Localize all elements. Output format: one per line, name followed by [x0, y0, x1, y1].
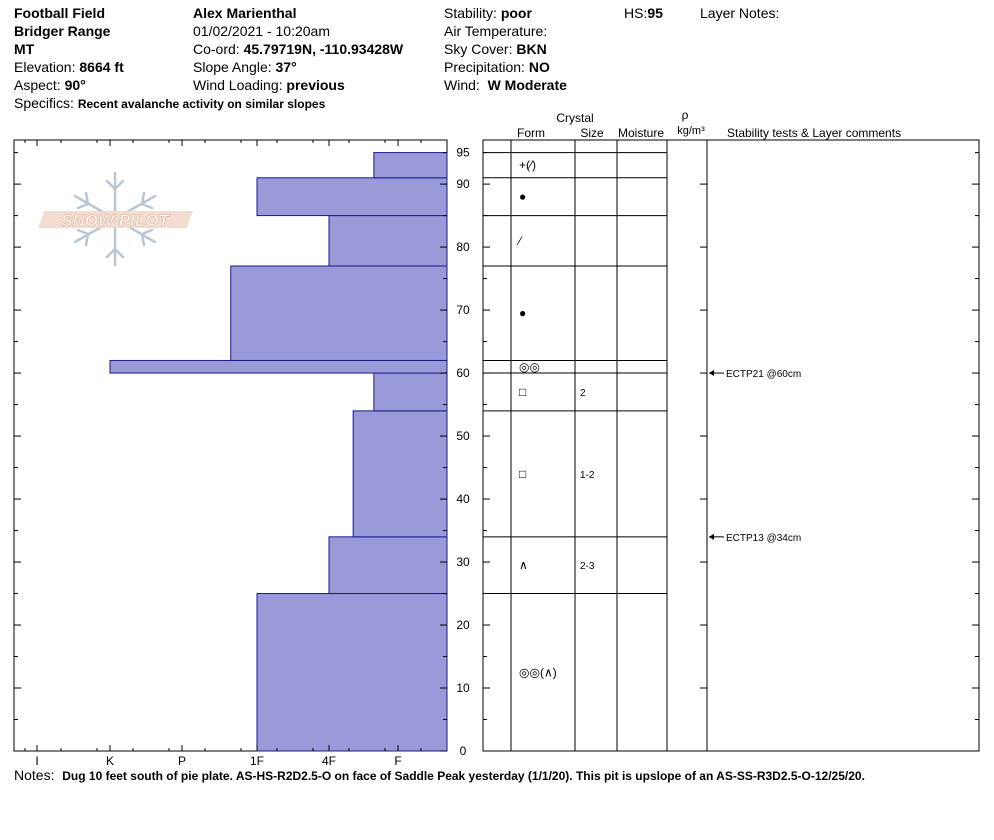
form-header: Form	[517, 126, 545, 140]
x-tick-label: 4F	[321, 754, 337, 768]
air-temp-label: Air Temperature:	[444, 23, 548, 39]
sky-label: Sky Cover:	[444, 41, 513, 57]
location-name: Football Field	[14, 5, 105, 21]
hardness-bar	[257, 178, 447, 216]
slope-value: 37°	[275, 59, 297, 75]
moisture-header: Moisture	[617, 126, 665, 140]
layer-form-symbol: ∧	[519, 558, 528, 573]
specifics-label: Specifics:	[14, 95, 74, 111]
layer-form-symbol: ●	[519, 189, 527, 204]
y-tick-label: 90	[456, 177, 470, 192]
range-name: Bridger Range	[14, 23, 111, 39]
layer-notes-label: Layer Notes:	[700, 5, 780, 21]
layer-size-value: 1-2	[580, 469, 595, 481]
layer-size-value: 2	[580, 387, 586, 399]
hardness-bar	[231, 266, 447, 360]
crystal-header: Crystal	[556, 111, 594, 125]
logo-text: SNOW PILOT	[61, 211, 169, 230]
layer-form-symbol: □	[519, 466, 527, 481]
y-tick-label: 80	[456, 240, 470, 255]
notes-line	[14, 766, 865, 785]
wind-label: Wind:	[444, 77, 480, 93]
stability-label: Stability:	[444, 5, 497, 21]
y-tick-label: 60	[456, 366, 470, 381]
layer-form-symbol: ⁄	[519, 233, 522, 248]
datetime-value: 01/02/2021 - 10:20am	[193, 23, 330, 39]
elevation-value: 8664 ft	[79, 59, 124, 75]
notes-text: Dug 10 feet south of pie plate. AS-HS-R2D2.5-O on face of Saddle Peak yesterday (1/1/20). This pit is upslope of an AS-SS-R3D2.5-O-12/25/20.	[62, 769, 865, 783]
hs-value: 95	[647, 5, 663, 21]
layer-form-symbol: □	[519, 384, 527, 399]
snowpilot-logo	[38, 173, 193, 265]
test-label: ECTP13 @34cm	[726, 532, 802, 544]
state-name: MT	[14, 41, 35, 57]
layer-size-value: 2-3	[580, 561, 595, 573]
y-tick-label: 30	[456, 555, 470, 570]
sky-value: BKN	[516, 41, 547, 57]
hardness-bar	[110, 360, 447, 373]
y-tick-label: 70	[456, 303, 470, 318]
y-tick-label: 20	[456, 618, 470, 633]
aspect-value: 90°	[64, 77, 86, 93]
hardness-bar	[374, 373, 447, 411]
rho-header: ρ	[681, 108, 689, 122]
layer-form-symbol: ◎◎(∧)	[519, 665, 557, 680]
density-header: kg/m³	[677, 125, 705, 137]
hs-label: HS:	[624, 5, 648, 21]
y-tick-label: 0	[459, 744, 467, 758]
test-label: ECTP21 @60cm	[726, 369, 802, 381]
layer-form-symbol: ●	[519, 306, 527, 321]
slope-label: Slope Angle:	[193, 59, 272, 75]
coord-value: 45.79719N, -110.93428W	[243, 41, 404, 57]
stability-comments-header: Stability tests & Layer comments	[727, 126, 902, 140]
precip-label: Precipitation:	[444, 59, 525, 75]
stability-tests	[709, 369, 801, 544]
x-tick-label: 1F	[249, 754, 265, 768]
elevation-label: Elevation:	[14, 59, 76, 75]
size-header: Size	[580, 126, 604, 140]
observer-name: Alex Marienthal	[193, 5, 297, 21]
stability-value: poor	[500, 5, 532, 21]
y-tick-label: 95	[456, 145, 470, 160]
x-tick-label: P	[177, 754, 187, 768]
specifics-value: Recent avalanche activity on similar slopes	[77, 97, 326, 111]
test-arrow-head	[709, 534, 714, 540]
hardness-bar	[329, 537, 447, 594]
hardness-bar	[353, 411, 447, 537]
y-tick-label: 40	[456, 492, 470, 507]
layer-table-frame	[483, 140, 979, 751]
coord-label: Co-ord:	[193, 41, 240, 57]
depth-axis	[14, 146, 979, 758]
wind-value: W Moderate	[487, 77, 567, 93]
notes-label: Notes:	[14, 767, 55, 783]
hardness-bars	[110, 153, 447, 751]
wind-loading-value: previous	[286, 77, 345, 93]
layer-form-symbol: ◎◎	[519, 359, 540, 374]
x-tick-label: I	[35, 754, 39, 768]
x-tick-label: F	[394, 754, 402, 768]
test-arrow-head	[709, 370, 714, 376]
y-tick-label: 50	[456, 429, 470, 444]
hardness-bar	[374, 153, 447, 178]
aspect-label: Aspect:	[14, 77, 61, 93]
y-tick-label: 10	[456, 681, 470, 696]
hardness-bar	[257, 594, 447, 751]
x-tick-label: K	[105, 754, 115, 768]
precip-value: NO	[528, 59, 550, 75]
layer-form-symbol: +(⁄)	[519, 158, 537, 173]
wind-loading-label: Wind Loading:	[193, 77, 283, 93]
hardness-bar	[329, 216, 447, 266]
